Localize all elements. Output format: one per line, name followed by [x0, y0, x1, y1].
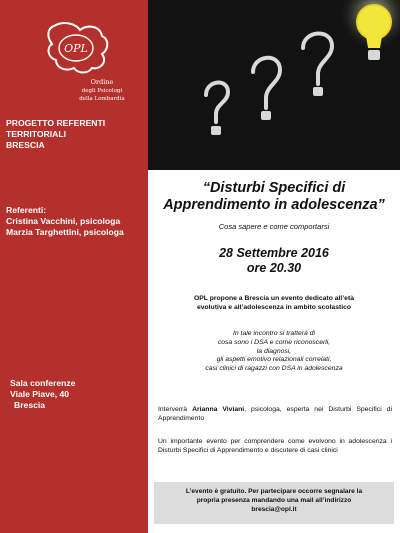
- date-day: 28 Settembre 2016: [219, 246, 329, 260]
- logo-line-1: Ordine: [90, 78, 114, 86]
- details-list: [156, 330, 392, 374]
- sidebar: [0, 0, 148, 533]
- venue-line: Sala conferenze: [10, 378, 76, 388]
- event-subtitle: Cosa sapere e come comportarsi: [218, 222, 330, 231]
- event-date: [156, 246, 392, 276]
- lit-bulb-icon: [357, 5, 391, 39]
- footer-box: [154, 482, 394, 524]
- logo-line-2: degli Psicologi: [81, 88, 123, 94]
- referents-block: [6, 205, 124, 238]
- title-line-2: Apprendimento in adolescenza”: [163, 197, 385, 213]
- referent-name: Marzia Targhettini, psicologa: [6, 227, 124, 237]
- venue-line: Viale Piave, 40: [10, 389, 70, 399]
- event-title: [156, 180, 392, 214]
- intro-line: evolutiva e all’adolescenza in ambito scolastico: [196, 304, 352, 311]
- venue-block: [10, 378, 75, 411]
- opl-logo: [20, 18, 130, 108]
- intro-line: OPL propone a Brescia un evento dedicato all’età: [193, 295, 355, 302]
- project-title: [6, 118, 105, 151]
- footer-line: L’evento è gratuito. Per partecipare occorre segnalare la: [185, 488, 363, 495]
- bulb-base-icon: [368, 50, 380, 60]
- project-line: TERRITORIALI: [6, 129, 66, 139]
- details-line: la diagnosi,: [256, 347, 292, 355]
- bulb-base-icon: [211, 126, 221, 135]
- footer-email[interactable]: brescia@opl.it: [251, 506, 297, 513]
- referent-name: Cristina Vacchini, psicologa: [6, 216, 121, 226]
- title-line-1: “Disturbi Specifici di: [202, 180, 346, 196]
- details-line: gli aspetti emotivo relazionali correlati,: [216, 356, 332, 364]
- speaker-paragraph: [158, 406, 392, 424]
- details-line: In tale incontro si tratterà di: [233, 330, 315, 337]
- main-content: [148, 170, 400, 533]
- date-time: ore 20.30: [246, 261, 302, 275]
- speaker-name: Arianna Viviani: [192, 406, 245, 413]
- event-paragraph: Un importante evento per comprendere come evolvono in adolescenza i Disturbi Specifici di Apprendimento e discutere di casi clinici: [158, 438, 392, 454]
- bulb-base-icon: [261, 111, 271, 120]
- project-line: PROGETTO REFERENTI: [6, 118, 106, 128]
- details-line: cosa sono i DSA e come riconoscerli,: [217, 338, 331, 346]
- footer-line: propria presenza mandando una mail all’indirizzo: [196, 497, 352, 504]
- project-line: BRESCIA: [6, 140, 45, 150]
- referents-heading: Referenti:: [6, 205, 47, 215]
- logo-line-3: della Lombardia: [79, 96, 125, 102]
- logo-monogram: OPL: [64, 42, 88, 55]
- bulb-base-icon: [313, 87, 323, 96]
- intro-text: [156, 294, 392, 312]
- speaker-post: , psicologa, esperta nei Disturbi Specifici di Apprendimento: [158, 406, 392, 422]
- details-line: casi clinici di ragazzi con DSA in adolescenza: [205, 365, 343, 373]
- venue-line: Brescia: [14, 400, 46, 410]
- speaker-pre: Interverrà: [158, 406, 193, 413]
- lightbulbs-illustration: [148, 0, 400, 170]
- hero-image: [148, 0, 400, 170]
